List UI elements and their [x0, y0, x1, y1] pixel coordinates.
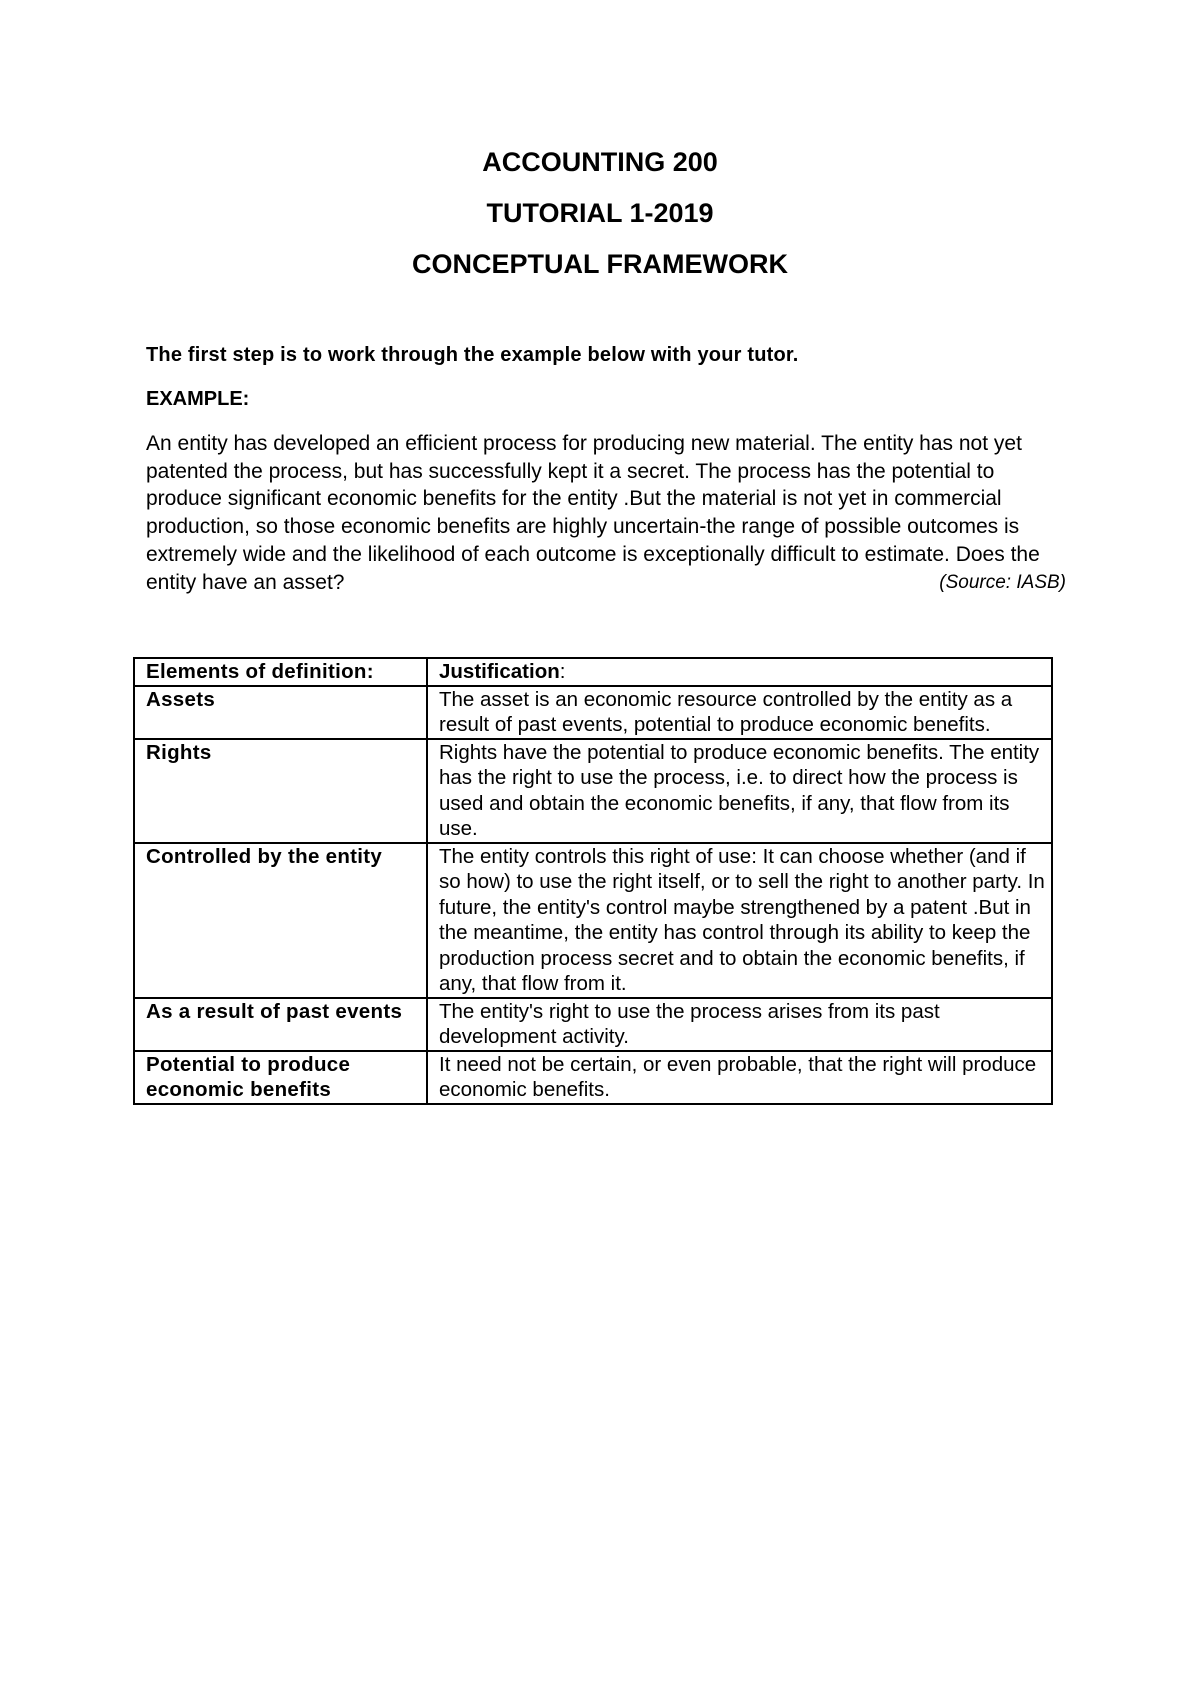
justification-cell: The entity controls this right of use: It can choose whether (and if so how) to use the right itself, or to sell the right to another party. In future, the entity's control maybe strengthened by a patent .But in the meantime, the entity has control through its ability to keep the production process secret and to obtain the economic benefits, if any, that flow from it.: [427, 843, 1052, 998]
element-cell: As a result of past events: [134, 998, 427, 1051]
element-cell: Controlled by the entity: [134, 843, 427, 998]
table-row: [134, 686, 1052, 739]
justification-cell: The asset is an economic resource controlled by the entity as a result of past events, potential to produce economic benefits.: [427, 686, 1052, 739]
example-source: (Source: IASB): [939, 571, 1066, 593]
intro-instruction: The first step is to work through the example below with your tutor.: [146, 344, 799, 366]
example-text: [146, 430, 1066, 596]
header-justification-colon: :: [559, 660, 566, 683]
header-justification: [427, 658, 1052, 686]
example-paragraph: An entity has developed an efficient process for producing new material. The entity has not yet patented the process, but has successfully kept it a secret. The process has the potential to produce significant economic benefits for the entity .But the material is not yet in commercial production, so those economic benefits are highly uncertain-the range of possible outcomes is extremely wide and the likelihood of each outcome is exceptionally difficult to estimate. Does the entity have an asset?: [146, 432, 1040, 594]
table-row: [134, 998, 1052, 1051]
tutorial-title: TUTORIAL 1-2019: [486, 198, 714, 228]
topic-title: CONCEPTUAL FRAMEWORK: [412, 249, 788, 279]
example-body: [146, 430, 1066, 596]
justification-cell: The entity's right to use the process arises from its past development activity.: [427, 998, 1052, 1051]
table-row: [134, 739, 1052, 843]
table-header-row: [134, 658, 1052, 686]
element-cell: Potential to produce economic benefits: [134, 1051, 427, 1104]
element-cell: Rights: [134, 739, 427, 843]
table-row: [134, 843, 1052, 998]
justification-cell: Rights have the potential to produce economic benefits. The entity has the right to use the process, i.e. to direct how the process is used and obtain the economic benefits, if any, that flow from its use.: [427, 739, 1052, 843]
elements-table: [133, 657, 1053, 1105]
table-row: [134, 1051, 1052, 1104]
header-justification-label: Justification: [439, 660, 560, 683]
justification-cell: It need not be certain, or even probable, that the right will produce economic benefits.: [427, 1051, 1052, 1104]
element-cell: Assets: [134, 686, 427, 739]
header-elements: Elements of definition:: [134, 658, 427, 686]
example-label: EXAMPLE:: [146, 388, 250, 410]
course-title: ACCOUNTING 200: [482, 147, 718, 177]
